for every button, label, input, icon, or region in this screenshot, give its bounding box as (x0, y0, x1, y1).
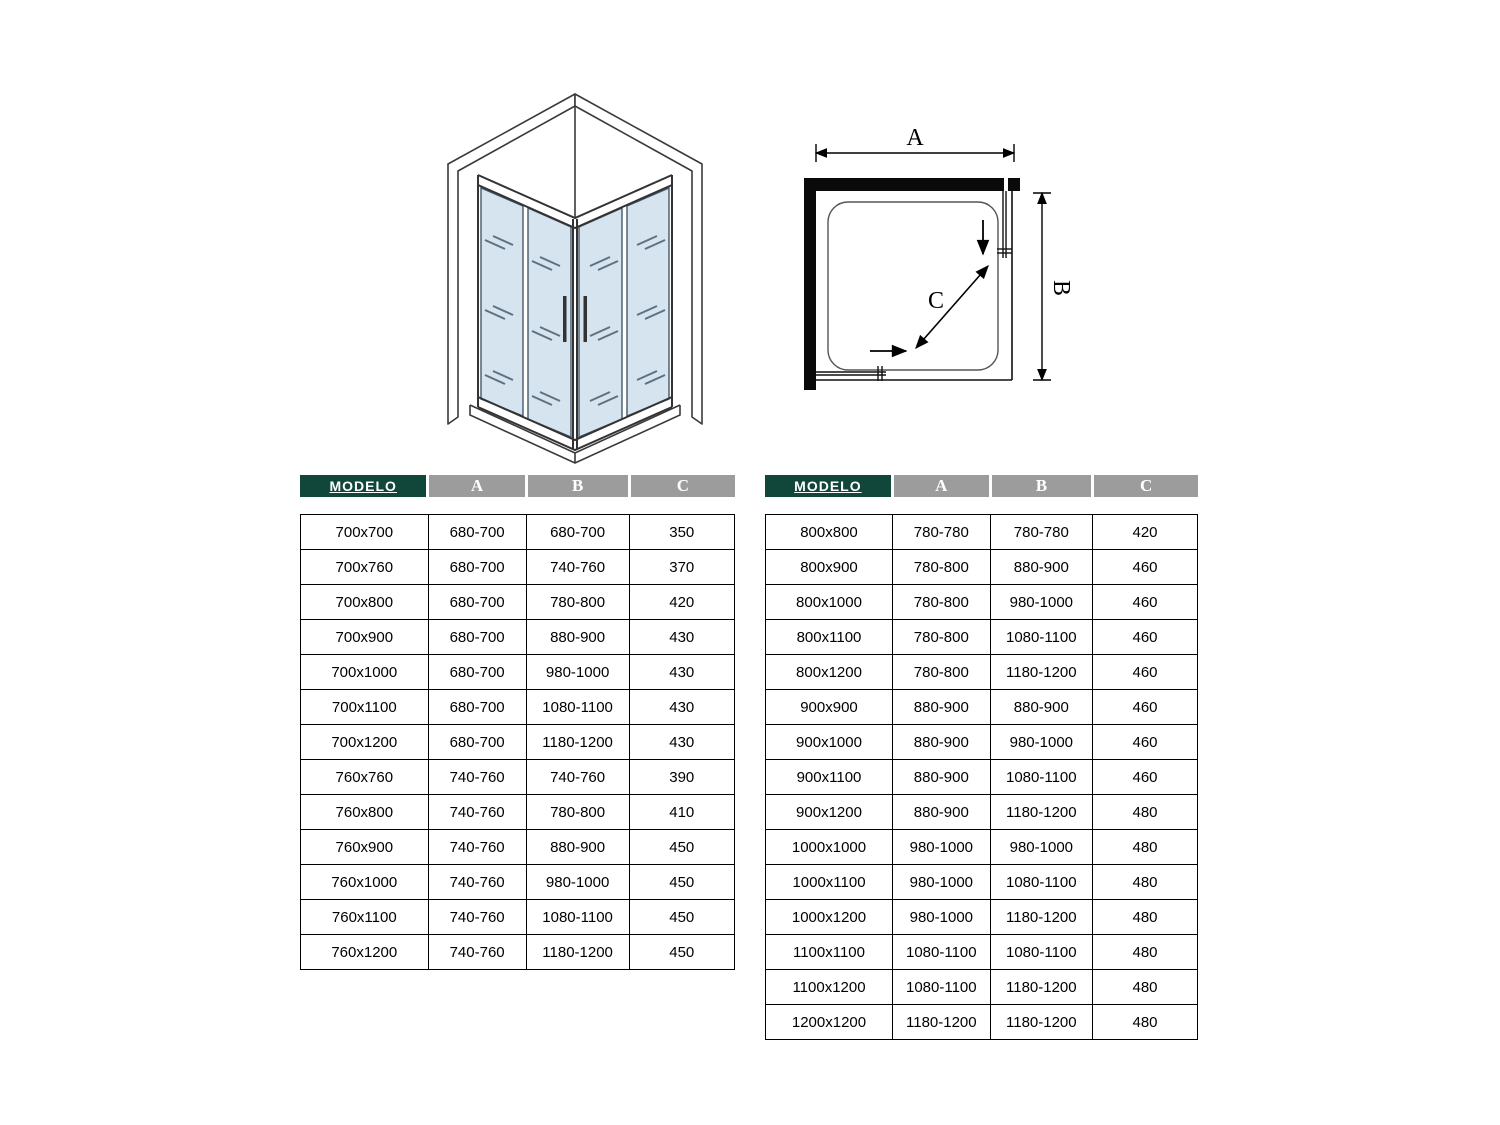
table-row (766, 690, 1198, 725)
table-cell: 1180-1200 (990, 970, 1092, 1005)
table-cell: 980-1000 (990, 830, 1092, 865)
table-cell: 980-1000 (893, 900, 991, 935)
table-cell: 430 (629, 620, 734, 655)
table-cell: 460 (1093, 690, 1198, 725)
table-cell: 900x1000 (766, 725, 893, 760)
table-cell: 450 (629, 900, 734, 935)
table-cell: 880-900 (526, 830, 629, 865)
table-cell: 880-900 (990, 550, 1092, 585)
table-row (766, 970, 1198, 1005)
table-cell: 1080-1100 (526, 900, 629, 935)
table-cell: 700x800 (301, 585, 429, 620)
table-cell: 1080-1100 (893, 935, 991, 970)
table-cell: 760x1000 (301, 865, 429, 900)
table-row (766, 795, 1198, 830)
table-cell: 1200x1200 (766, 1005, 893, 1040)
table-row (301, 935, 735, 970)
size-table-body (300, 514, 735, 970)
table-cell: 880-900 (893, 795, 991, 830)
sliding-panels (816, 191, 1012, 381)
table-cell: 1180-1200 (526, 725, 629, 760)
table-cell: 700x1200 (301, 725, 429, 760)
column-header-c: C (629, 475, 735, 497)
table-cell: 1180-1200 (526, 935, 629, 970)
table-cell: 740-760 (428, 760, 526, 795)
glass-sides (816, 191, 1012, 380)
table-cell: 800x1200 (766, 655, 893, 690)
table-cell: 420 (1093, 515, 1198, 550)
table-cell: 680-700 (428, 620, 526, 655)
table-cell: 430 (629, 725, 734, 760)
table-cell: 980-1000 (893, 865, 991, 900)
table-cell: 780-800 (893, 585, 991, 620)
table-row (766, 620, 1198, 655)
table-cell: 980-1000 (990, 725, 1092, 760)
table-cell: 460 (1093, 585, 1198, 620)
table-cell: 700x700 (301, 515, 429, 550)
table-cell: 740-760 (428, 900, 526, 935)
table-cell: 740-760 (526, 760, 629, 795)
table-row (301, 760, 735, 795)
table-cell: 460 (1093, 725, 1198, 760)
isometric-shower-diagram (370, 72, 770, 472)
table-cell: 760x800 (301, 795, 429, 830)
table-cell: 780-800 (893, 655, 991, 690)
table-row (766, 550, 1198, 585)
size-table-left (300, 475, 735, 970)
table-header (300, 475, 735, 497)
table-cell: 800x1000 (766, 585, 893, 620)
table-cell: 1000x1000 (766, 830, 893, 865)
table-row (766, 585, 1198, 620)
table-cell: 880-900 (893, 725, 991, 760)
table-cell: 680-700 (428, 725, 526, 760)
table-cell: 460 (1093, 620, 1198, 655)
table-cell: 740-760 (428, 795, 526, 830)
column-header-b: B (526, 475, 629, 497)
table-cell: 760x1200 (301, 935, 429, 970)
table-cell: 480 (1093, 970, 1198, 1005)
table-cell: 740-760 (428, 935, 526, 970)
table-cell: 900x1200 (766, 795, 893, 830)
table-row (301, 550, 735, 585)
table-cell: 390 (629, 760, 734, 795)
table-row (766, 935, 1198, 970)
table-cell: 880-900 (893, 690, 991, 725)
table-cell: 410 (629, 795, 734, 830)
table-cell: 680-700 (526, 515, 629, 550)
dimension-b-label: B (1048, 279, 1074, 297)
column-header-a: A (892, 475, 990, 497)
table-cell: 480 (1093, 935, 1198, 970)
slide-arrows (870, 220, 983, 351)
tray-outline (828, 202, 998, 370)
table-row (301, 830, 735, 865)
table-cell: 800x1100 (766, 620, 893, 655)
table-row (301, 620, 735, 655)
table-cell: 370 (629, 550, 734, 585)
table-cell: 980-1000 (990, 585, 1092, 620)
table-cell: 880-900 (526, 620, 629, 655)
table-cell: 760x1100 (301, 900, 429, 935)
table-row (301, 585, 735, 620)
column-header-modelo: MODELO (300, 475, 428, 497)
column-header-b: B (990, 475, 1093, 497)
table-cell: 1180-1200 (990, 795, 1092, 830)
table-cell: 1180-1200 (990, 900, 1092, 935)
table-row (766, 515, 1198, 550)
table-cell: 480 (1093, 865, 1198, 900)
table-cell: 450 (629, 830, 734, 865)
table-row (301, 655, 735, 690)
table-row (766, 1005, 1198, 1040)
table-cell: 1080-1100 (990, 620, 1092, 655)
table-cell: 430 (629, 655, 734, 690)
shower-tray (470, 405, 680, 463)
table-row (301, 690, 735, 725)
table-row (766, 655, 1198, 690)
table-cell: 800x900 (766, 550, 893, 585)
table-row (301, 795, 735, 830)
table-cell: 740-760 (428, 830, 526, 865)
table-cell: 430 (629, 690, 734, 725)
table-cell: 980-1000 (526, 655, 629, 690)
table-cell: 460 (1093, 550, 1198, 585)
table-cell: 900x1100 (766, 760, 893, 795)
table-cell: 420 (629, 585, 734, 620)
dimension-c-label: C (927, 288, 945, 314)
column-header-a: A (428, 475, 526, 497)
table-row (766, 900, 1198, 935)
table-cell: 1080-1100 (990, 865, 1092, 900)
table-header (765, 475, 1198, 497)
table-cell: 680-700 (428, 550, 526, 585)
table-row (766, 865, 1198, 900)
table-cell: 1000x1200 (766, 900, 893, 935)
table-cell: 1080-1100 (893, 970, 991, 1005)
table-cell: 780-800 (526, 795, 629, 830)
table-cell: 980-1000 (526, 865, 629, 900)
table-cell: 1080-1100 (526, 690, 629, 725)
table-cell: 450 (629, 865, 734, 900)
table-cell: 680-700 (428, 690, 526, 725)
table-cell: 780-780 (990, 515, 1092, 550)
table-row (301, 515, 735, 550)
table-cell: 480 (1093, 900, 1198, 935)
walls (804, 178, 1020, 390)
table-cell: 680-700 (428, 585, 526, 620)
table-cell: 350 (629, 515, 734, 550)
table-cell: 800x800 (766, 515, 893, 550)
table-cell: 680-700 (428, 655, 526, 690)
plan-view-diagram (790, 118, 1080, 418)
table-cell: 740-760 (526, 550, 629, 585)
table-cell: 1180-1200 (990, 1005, 1092, 1040)
dimension-a-label: A (906, 125, 924, 151)
table-row (766, 760, 1198, 795)
table-cell: 780-800 (893, 620, 991, 655)
column-header-c: C (1093, 475, 1198, 497)
table-row (766, 830, 1198, 865)
table-cell: 1100x1200 (766, 970, 893, 1005)
table-cell: 760x900 (301, 830, 429, 865)
table-cell: 880-900 (893, 760, 991, 795)
table-cell: 980-1000 (893, 830, 991, 865)
table-cell: 480 (1093, 795, 1198, 830)
table-cell: 780-800 (893, 550, 991, 585)
table-cell: 1180-1200 (990, 655, 1092, 690)
table-cell: 900x900 (766, 690, 893, 725)
table-cell: 760x760 (301, 760, 429, 795)
table-cell: 480 (1093, 830, 1198, 865)
table-row (766, 725, 1198, 760)
table-cell: 1080-1100 (990, 935, 1092, 970)
dimension-c-line (916, 266, 988, 348)
table-row (301, 865, 735, 900)
table-row (301, 725, 735, 760)
table-cell: 480 (1093, 1005, 1198, 1040)
table-cell: 460 (1093, 655, 1198, 690)
table-cell: 700x1000 (301, 655, 429, 690)
table-cell: 450 (629, 935, 734, 970)
table-cell: 1180-1200 (893, 1005, 991, 1040)
table-cell: 700x760 (301, 550, 429, 585)
table-cell: 880-900 (990, 690, 1092, 725)
column-header-modelo: MODELO (765, 475, 892, 497)
table-cell: 700x900 (301, 620, 429, 655)
table-cell: 680-700 (428, 515, 526, 550)
table-cell: 460 (1093, 760, 1198, 795)
size-table-right (765, 475, 1198, 1040)
table-cell: 700x1100 (301, 690, 429, 725)
table-cell: 1100x1100 (766, 935, 893, 970)
size-table-body (765, 514, 1198, 1040)
table-cell: 1000x1100 (766, 865, 893, 900)
table-cell: 740-760 (428, 865, 526, 900)
table-cell: 1080-1100 (990, 760, 1092, 795)
table-cell: 780-800 (526, 585, 629, 620)
table-cell: 780-780 (893, 515, 991, 550)
table-row (301, 900, 735, 935)
